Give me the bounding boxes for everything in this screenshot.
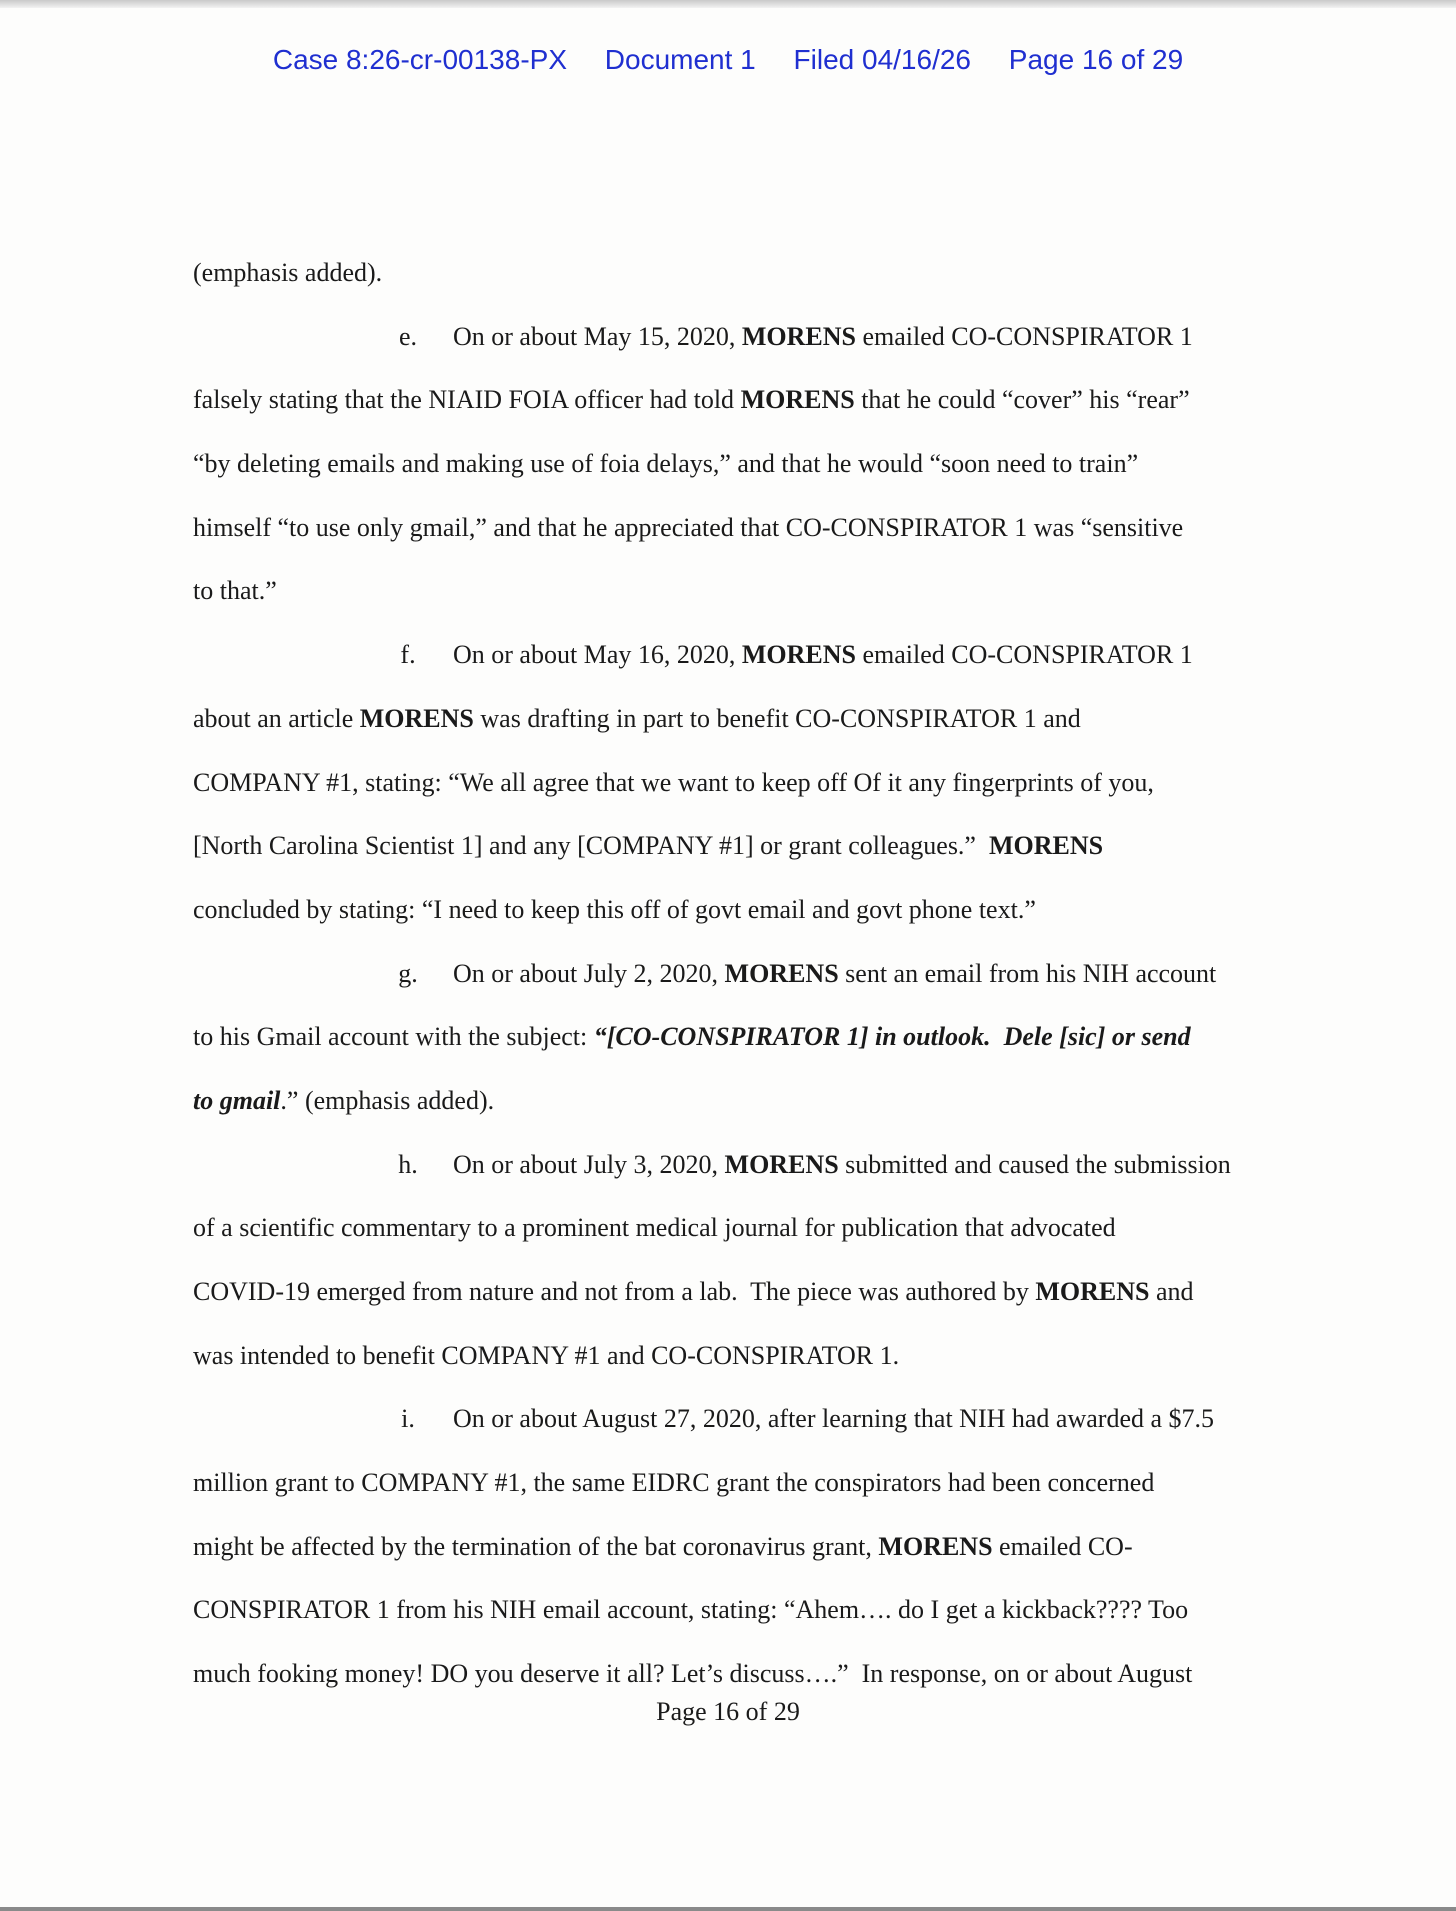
document-number: Document 1 <box>604 44 756 75</box>
text-line: concluded by stating: “I need to keep this off of govt email and govt phone text.” <box>193 894 1036 924</box>
text-line: much fooking money! DO you deserve it all? Let’s discuss….” In response, on or about August <box>193 1659 1193 1689</box>
defendant-name: MORENS <box>740 385 855 415</box>
text-line: million grant to COMPANY #1, the same EIDRC grant the conspirators had been concerned <box>193 1468 1155 1498</box>
ecf-header <box>0 44 1456 76</box>
text-line: to gmail.” (emphasis added). <box>193 1085 495 1115</box>
text-line: was intended to benefit COMPANY #1 and CO-CONSPIRATOR 1. <box>193 1340 900 1370</box>
paragraph-f-line: f. On or about May 16, 2020, MORENS emailed CO-CONSPIRATOR 1 <box>193 623 1273 687</box>
filed-date: Filed 04/16/26 <box>793 44 971 75</box>
email-subject-quote: to gmail <box>193 1085 281 1115</box>
paragraph-label: e. <box>398 321 418 351</box>
paragraph-i-line: i. On or about August 27, 2020, after learning that NIH had awarded a $7.5 <box>193 1387 1273 1451</box>
text-line: (emphasis added). <box>193 258 383 287</box>
defendant-name: MORENS <box>741 321 856 351</box>
defendant-name: MORENS <box>988 831 1104 861</box>
header-page-number: Page 16 of 29 <box>1008 44 1184 75</box>
text-line: “by deleting emails and making use of foia delays,” and that he would “soon need to train” <box>193 449 1139 479</box>
text-line: COMPANY #1, stating: “We all agree that we want to keep off Of it any fingerprints of you, <box>193 767 1154 797</box>
paragraph-label: g. <box>398 958 418 988</box>
defendant-name: MORENS <box>359 703 474 733</box>
paragraph-label: i. <box>401 1404 415 1434</box>
paragraph-h-line: h. On or about July 3, 2020, MORENS submitted and caused the submission <box>193 1133 1273 1197</box>
email-subject-quote: “[CO-CONSPIRATOR 1] in outlook. Dele [sic] or send <box>593 1022 1191 1052</box>
scan-bottom-edge <box>0 1907 1456 1911</box>
defendant-name: MORENS <box>1035 1277 1150 1306</box>
text-line: to that.” <box>193 576 277 606</box>
footer-page-number: Page 16 of 29 <box>656 1697 800 1726</box>
document-body <box>193 241 1273 1706</box>
paragraph-g-line: g. On or about July 2, 2020, MORENS sent an email from his NIH account <box>193 942 1273 1006</box>
text-line: COVID-19 emerged from nature and not from a lab. The piece was authored by MORENS and <box>193 1277 1194 1306</box>
text-line: about an article MORENS was drafting in part to benefit CO-CONSPIRATOR 1 and <box>193 703 1081 733</box>
text-line: himself “to use only gmail,” and that he appreciated that CO-CONSPIRATOR 1 was “sensitive <box>193 512 1184 542</box>
text-line: of a scientific commentary to a prominent medical journal for publication that advocated <box>193 1213 1116 1243</box>
paragraph-e-line: e. On or about May 15, 2020, MORENS emailed CO-CONSPIRATOR 1 <box>193 305 1273 369</box>
defendant-name: MORENS <box>741 640 856 670</box>
paragraph-label: h. <box>398 1149 418 1179</box>
case-number: Case 8:26-cr-00138-PX <box>272 44 567 75</box>
text-line: falsely stating that the NIAID FOIA officer had told MORENS that he could “cover” his “rear” <box>193 385 1190 415</box>
defendant-name: MORENS <box>724 1149 839 1179</box>
text-line: CONSPIRATOR 1 from his NIH email account, stating: “Ahem…. do I get a kickback???? Too <box>193 1595 1189 1625</box>
text-line: [North Carolina Scientist 1] and any [COMPANY #1] or grant colleagues.” MORENS <box>193 831 1104 861</box>
paragraph-label: f. <box>400 640 416 670</box>
defendant-name: MORENS <box>724 958 839 988</box>
scan-top-edge <box>0 0 1456 8</box>
defendant-name: MORENS <box>878 1531 993 1561</box>
text-line: might be affected by the termination of the bat coronavirus grant, MORENS emailed CO- <box>193 1531 1133 1561</box>
text-line: to his Gmail account with the subject: “[CO-CONSPIRATOR 1] in outlook. Dele [sic] or send <box>193 1022 1191 1052</box>
